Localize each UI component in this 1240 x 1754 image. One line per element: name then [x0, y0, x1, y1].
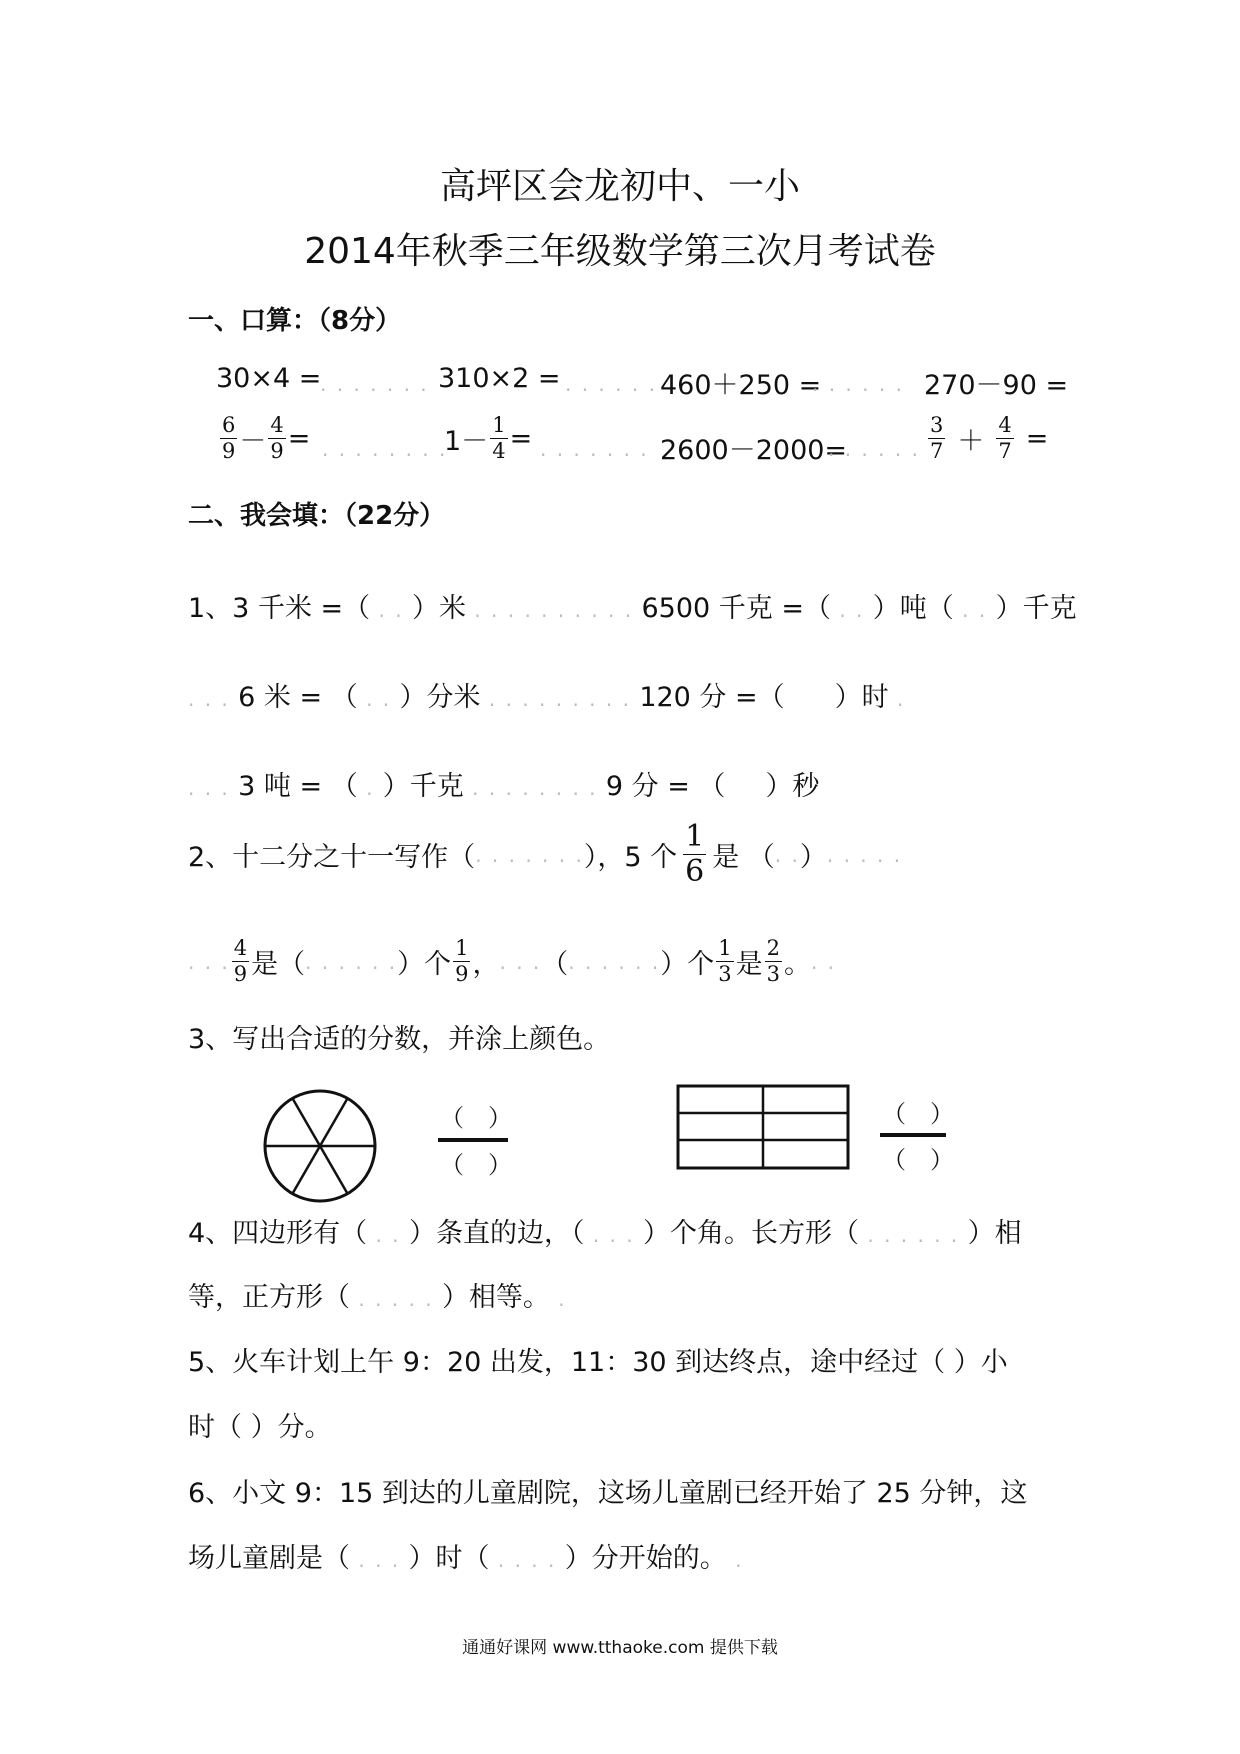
fraction: $\frac{4}{9}$: [270, 413, 284, 463]
q4-line2: 等，正方形（ . . . . . ）相等。 .: [188, 1282, 567, 1313]
q6-line1: 6、小文 9：15 到达的儿童剧院，这场儿童剧已经开始了 25 分钟，这: [188, 1478, 1028, 1509]
q2-line2: . . . $\frac{4}{9}$ 是（ . . . . . . ）个 $\frac{1}{9}$ ， . . . （ . . . . . . ）个 $\frac{1}{3}$ 是 $\frac{2}{3}$ 。 . .: [188, 936, 837, 986]
calc-4: 270－90 =: [924, 370, 1069, 401]
footer-source: 通通好课网 www.tthaoke.com 提供下载: [462, 1638, 778, 1658]
rectangle-divided-six: [676, 1084, 850, 1170]
q2-line1: 2、十二分之十一写作（ . . . . . . . ），5 个 $\frac{1}{6}$ 是 （ . . ） . . . . .: [188, 819, 903, 889]
dots: . . . . . . . .: [322, 437, 448, 461]
fraction: $\frac{4}{7}$: [998, 413, 1012, 463]
calc-3: 460＋250 =: [660, 370, 822, 401]
calc-8: $\frac{3}{7}$ ＋ $\frac{4}{7}$ =: [930, 413, 1049, 463]
q1-line3: . . . 3 吨 = （ . ）千克 . . . . . . . . 9 分 = （ ）秒: [188, 771, 820, 802]
fraction: $\frac{1}{6}$: [685, 819, 705, 889]
fraction: $\frac{1}{4}$: [492, 413, 506, 463]
section2-title: 二、我会填：（22分）: [188, 501, 446, 531]
fraction: $\frac{1}{9}$: [455, 936, 469, 986]
q1-line1: 1、3 千米 =（ . . ）米 . . . . . . . . . . 6500 千克 =（ . . ）吨（ . . ）千克: [188, 593, 1077, 624]
q5-line1: 5、火车计划上午 9：20 出发，11：30 到达终点，途中经过（ ）小: [188, 1347, 1008, 1378]
calc-6: 1－ $\frac{1}{4}$ =: [444, 413, 533, 463]
section1-title: 一、口算：（8分）: [188, 306, 402, 336]
q5-line2: 时（ ）分。: [188, 1412, 332, 1443]
dots: . . . . . . .: [320, 372, 429, 396]
answer-numerator[interactable]: （ ）: [882, 1100, 954, 1128]
q3-text: 3、写出合适的分数，并涂上颜色。: [188, 1024, 611, 1055]
dots: . . . . . .: [828, 437, 920, 461]
dots: . . . . . .: [565, 372, 657, 396]
calc-1: 30×4 =: [216, 363, 322, 394]
calc-7: 2600－2000=: [660, 435, 848, 466]
fraction: $\frac{2}{3}$: [766, 936, 780, 986]
calc-2: 310×2 =: [438, 363, 561, 394]
calc-5: $\frac{6}{9}$ － $\frac{4}{9}$ =: [222, 413, 311, 463]
q4-line1: 4、四边形有（ . . ）条直的边，（ . . . ）个角。长方形（ . . . . . . ）相: [188, 1218, 1022, 1249]
answer-denominator[interactable]: （ ）: [882, 1146, 954, 1174]
fraction: $\frac{3}{7}$: [930, 413, 944, 463]
fraction: $\frac{6}{9}$: [222, 413, 236, 463]
dots: . . . . . .: [812, 372, 904, 396]
circle-divided-six: [262, 1088, 378, 1204]
dots: . . . . . . .: [540, 437, 649, 461]
school-title: 高坪区会龙初中、一小: [439, 166, 800, 207]
answer-denominator[interactable]: （ ）: [440, 1151, 512, 1179]
fraction: $\frac{1}{3}$: [718, 936, 732, 986]
fraction: $\frac{4}{9}$: [233, 936, 248, 986]
answer-numerator[interactable]: （ ）: [440, 1104, 512, 1132]
q6-line2: 场儿童剧是（ . . . ）时（ . . . . ）分开始的。 .: [188, 1543, 744, 1574]
q1-line2: . . . 6 米 = （ . . ）分米 . . . . . . . . . 120 分 =（ ）时 .: [188, 682, 906, 713]
exam-title: 2014年秋季三年级数学第三次月考试卷: [304, 231, 936, 272]
fraction-bar: [438, 1138, 508, 1144]
fraction-bar: [880, 1133, 946, 1139]
